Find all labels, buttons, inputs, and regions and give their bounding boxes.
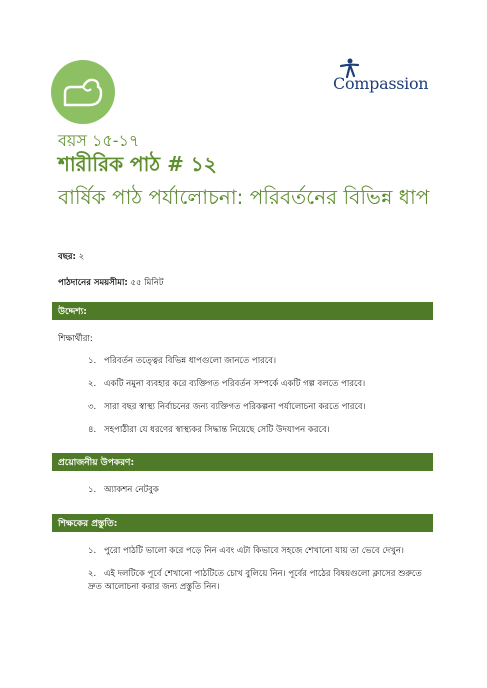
lesson-number: শারীরিক পাঠ # ১২ <box>58 152 217 176</box>
item-text: অ্যাকশন নেটবুক <box>104 485 159 495</box>
materials-header: প্রয়োজনীয় উপকরণ: <box>52 453 433 471</box>
year-row <box>58 250 84 264</box>
item-number: ২. <box>88 379 97 389</box>
objectives-intro: শিক্ষার্থীরা: <box>58 334 93 344</box>
list-item <box>88 378 428 391</box>
item-text: পুরো পাঠটি ভালো করে পড়ে নিন এবং এটা কিভাবে সহজে শেখানো যায় তা ভেবে দেখুন। <box>104 546 404 556</box>
duration-row <box>58 276 164 290</box>
item-text: একটি নমুনা ব্যবহার করে ব্যক্তিগত পরিবর্তন সম্পর্কে একটি গল্প বলতে পারবে। <box>104 379 366 389</box>
page-title: বার্ষিক পাঠ পর্যালোচনা: পরিবর্তনের বিভিন্ন ধাপ <box>58 185 430 209</box>
flexed-arm-icon <box>61 75 105 109</box>
item-number: ১. <box>88 356 97 366</box>
item-number: ৩. <box>88 402 97 412</box>
duration-value: ৫৫ মিনিট <box>130 278 164 288</box>
item-number: ৪. <box>88 425 97 435</box>
compassion-logo <box>333 58 433 98</box>
objectives-header: উদ্দেশ্য: <box>52 302 433 320</box>
item-number: ২. <box>88 569 97 579</box>
item-number: ১. <box>88 546 97 556</box>
logo-wordmark: Compassion <box>333 74 429 93</box>
list-item <box>88 424 428 437</box>
preparation-header: শিক্ষকের প্রস্তুতি: <box>52 514 433 532</box>
duration-label: পাঠদানের সময়সীমা: <box>58 278 128 288</box>
lesson-category-badge <box>51 60 115 124</box>
year-value: ২ <box>78 252 85 262</box>
item-number: ১. <box>88 485 97 495</box>
list-item <box>88 545 428 558</box>
list-item <box>88 401 428 414</box>
list-item <box>88 568 428 594</box>
item-text: এই দলটিকে পূর্বে শেখানো পাঠটিতে চোখ বুলিয়ে নিন। পূর্বের পাঠের বিষয়গুলো ক্লাসের শুরুতে দ্রুত আলোচনা করার জন্য প্রস্তুতি নিন। <box>88 569 422 592</box>
item-text: পরিবর্তন তত্ত্বের বিভিন্ন ধাপগুলো জানতে পারবে। <box>104 356 277 366</box>
age-range: বয়স ১৫-১৭ <box>58 131 140 150</box>
item-text: সহপাঠীরা যে ধরণের স্বাস্থ্যকর সিদ্ধান্ত নিয়েছে সেটি উদযাপন করবে। <box>104 425 330 435</box>
list-item <box>88 355 428 368</box>
item-text: সারা বছর স্বাস্থ্য নির্বাচনের জন্য ব্যক্তিগত পরিকল্পনা পর্যালোচনা করতে পারবে। <box>104 402 366 412</box>
list-item <box>88 484 428 497</box>
year-label: বছর: <box>58 252 76 262</box>
